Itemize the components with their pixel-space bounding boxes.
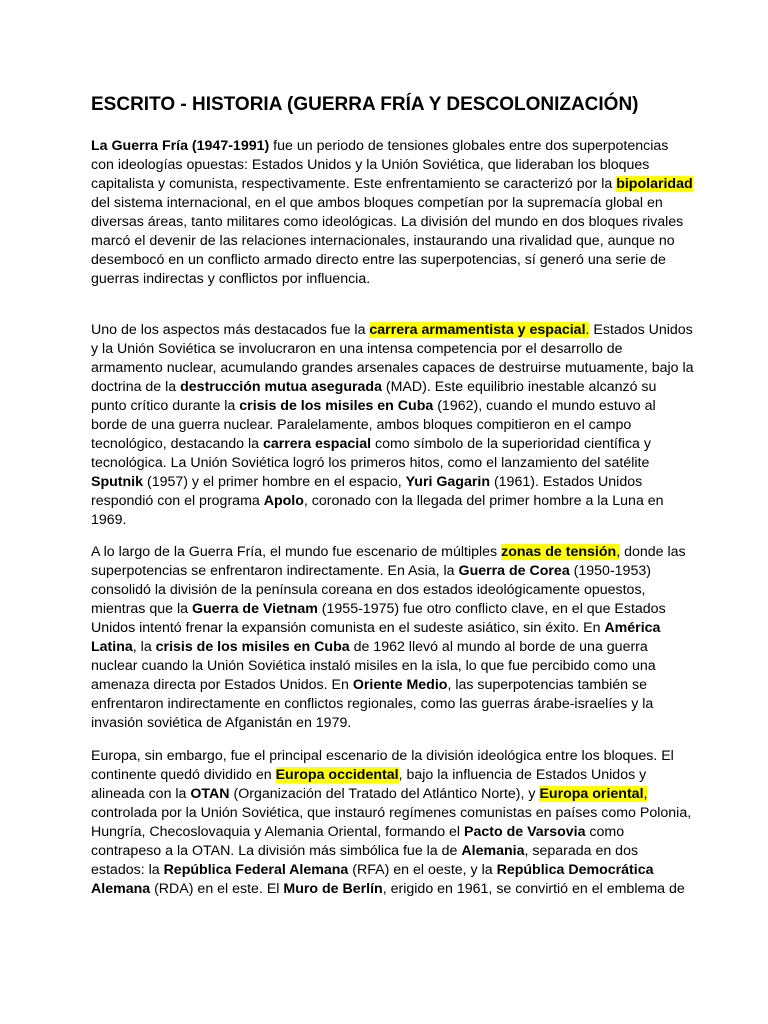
paragraph-carrera-armamentista — [91, 321, 694, 530]
bold-text: Guerra de Vietnam — [191, 601, 318, 617]
bold-text: Alemania — [461, 843, 525, 859]
bold-text: crisis de los misiles en Cuba — [155, 639, 350, 655]
paragraph-zonas-de-tension — [91, 543, 686, 733]
text-line — [91, 695, 679, 714]
bold-text: Muro de Berlín — [283, 881, 383, 897]
text-run: controlada por la Unión Soviética, que instauró regímenes comunistas en países como Polonia, — [91, 805, 692, 821]
text-line — [91, 359, 694, 378]
paragraph-guerra-fria-intro — [91, 137, 693, 289]
text-run: (1961). Estados Unidos — [490, 474, 643, 490]
bold-text: Latina — [91, 639, 133, 655]
bold-text: República Democrática — [496, 862, 654, 878]
text-run: (Organización del Tratado del Atlántico Norte), y — [229, 786, 540, 802]
text-run: continente quedó dividido en — [91, 767, 276, 783]
text-run: 1969. — [91, 512, 127, 528]
bold-text: crisis de los misiles en Cuba — [239, 398, 434, 414]
text-run: A lo largo de la Guerra Fría, el mundo fue escenario de múltiples — [91, 544, 502, 560]
text-line — [91, 823, 679, 842]
text-run: (1957) y el primer hombre en el espacio, — [143, 474, 406, 490]
document-title: ESCRITO - HISTORIA (GUERRA FRÍA Y DESCOLONIZACIÓN) — [91, 94, 639, 115]
text-run: de 1962 llevó al mundo al borde de una guerra — [349, 639, 648, 655]
text-line — [91, 175, 693, 194]
text-line — [91, 842, 679, 861]
text-run: , separada en dos — [524, 843, 639, 859]
text-line — [91, 600, 679, 619]
text-line — [91, 194, 679, 213]
bold-text: República Federal Alemana — [163, 862, 349, 878]
text-run: (RDA) en el este. El — [150, 881, 284, 897]
paragraph-division-europa — [91, 747, 692, 899]
text-line — [91, 251, 679, 270]
text-line — [91, 714, 679, 733]
text-run: enfrentaron indirectamente en conflictos regionales, como las guerras árabe-israelíes y la — [91, 696, 654, 712]
text-run: punto crítico durante la — [91, 398, 240, 414]
text-run: donde las — [620, 544, 686, 560]
text-run: mientras que la — [91, 601, 192, 617]
text-line — [91, 270, 679, 289]
text-line — [91, 581, 679, 600]
text-run: consolidó la división de la península coreana en dos estados ideológicamente opuestos, — [91, 582, 646, 598]
text-run: respondió con el programa — [91, 493, 264, 509]
text-run: , bajo la influencia de Estados Unidos y — [398, 767, 647, 783]
text-run: fue un periodo de tensiones globales entre dos superpotencias — [269, 138, 669, 154]
text-run: (1950-1953) — [569, 563, 651, 579]
text-line — [91, 638, 679, 657]
text-run: contrapeso a la OTAN. La división más simbólica fue la de — [91, 843, 462, 859]
bold-text: Sputnik — [91, 474, 144, 490]
text-run: borde de una guerra nuclear. Paralelamente, ambos bloques compitieron en el campo — [91, 417, 632, 433]
bold-text: OTAN — [190, 786, 230, 802]
text-run: (1955-1975) fue otro conflicto clave, en el que Estados — [317, 601, 666, 617]
text-run: , las superpotencias también se — [447, 677, 647, 693]
text-line — [91, 804, 692, 823]
bold-text: América — [604, 620, 661, 636]
text-run: armamento nuclear, acumulando grandes arsenales capaces de destruirse mutuamente, bajo la — [91, 360, 694, 376]
text-run: amenaza directa por Estados Unidos. En — [91, 677, 353, 693]
text-line — [91, 657, 679, 676]
highlighted-text: bipolaridad — [616, 176, 693, 192]
bold-text: La Guerra Fría (1947-1991) — [91, 138, 270, 154]
text-line — [91, 785, 679, 804]
text-run: Hungría, Checoslovaquia y Alemania Oriental, formando el — [91, 824, 465, 840]
text-run: superpotencias se enfrentaron indirectamente. En Asia, la — [91, 563, 459, 579]
bold-text: Yuri Gagarin — [405, 474, 490, 490]
text-line — [91, 473, 679, 492]
text-line — [91, 861, 679, 880]
text-run: marcó el devenir de las relaciones internacionales, instaurando una rivalidad que, aunque no — [91, 233, 675, 249]
text-run: estados: la — [91, 862, 164, 878]
bold-text: Oriente Medio — [352, 677, 448, 693]
text-line — [91, 454, 679, 473]
highlighted-text: . — [585, 322, 590, 338]
highlighted-text: , — [616, 544, 621, 560]
text-run: , la — [132, 639, 156, 655]
bold-text: destrucción mutua asegurada — [180, 379, 382, 395]
text-line — [91, 213, 684, 232]
text-line — [91, 232, 679, 251]
text-run: (RFA) en el oeste, y la — [348, 862, 497, 878]
text-line — [91, 676, 679, 695]
highlighted-text: zonas de tensión — [501, 544, 617, 560]
text-line — [91, 397, 679, 416]
text-run: nuclear cuando la Unión Soviética instaló misiles en la isla, lo que fue percibido como una — [91, 658, 656, 674]
text-run: tecnológico, destacando la — [91, 436, 263, 452]
text-run: diversas áreas, tanto militares como ideológicas. La división del mundo en dos bloques rivales — [91, 214, 684, 230]
bold-text: Guerra de Corea — [458, 563, 570, 579]
text-line — [91, 435, 679, 454]
text-run: capitalista y comunista, respectivamente. Este enfrentamiento se caracterizó por la — [91, 176, 617, 192]
text-run: doctrina de la — [91, 379, 181, 395]
text-run: alineada con la — [91, 786, 191, 802]
highlighted-text: , — [643, 786, 648, 802]
text-line — [91, 766, 679, 785]
text-run: desembocó en un conflicto armado directo entre las superpotencias, sí generó una serie de — [91, 252, 666, 268]
text-run: (MAD). Este equilibrio inestable alcanzó su — [381, 379, 657, 395]
text-run: , coronado con la llegada del primer hombre a la Luna en — [303, 493, 664, 509]
text-run: y la Unión Soviética se involucraron en una intensa competencia por el desarrollo de — [91, 341, 623, 357]
text-line — [91, 562, 679, 581]
text-run: tecnológica. La Unión Soviética logró los primeros hitos, como el lanzamiento del satélite — [91, 455, 650, 471]
text-line — [91, 321, 693, 340]
highlighted-text: Europa occidental — [275, 767, 399, 783]
text-run: Europa, sin embargo, fue el principal escenario de la división ideológica entre los bloques. El — [91, 748, 674, 764]
text-run: Unidos intentó frenar la expansión comunista en el sudeste asiático, sin éxito. En — [91, 620, 605, 636]
text-run: , erigido en 1961, se convirtió en el emblema de — [382, 881, 685, 897]
highlighted-text: Europa oriental — [539, 786, 644, 802]
text-line — [91, 619, 679, 638]
text-run: como símbolo de la superioridad científica y — [371, 436, 651, 452]
bold-text: Pacto de Varsovia — [464, 824, 586, 840]
text-run: Estados Unidos — [589, 322, 693, 338]
highlighted-text: carrera armamentista y espacial — [369, 322, 586, 338]
text-run: Uno de los aspectos más destacados fue la — [91, 322, 370, 338]
text-line — [91, 340, 679, 359]
text-line — [91, 747, 679, 766]
text-line — [91, 880, 685, 899]
text-run: invasión soviética de Afganistán en 1979. — [91, 715, 352, 731]
text-run: como — [585, 824, 625, 840]
text-line — [91, 378, 679, 397]
bold-text: Apolo — [263, 493, 304, 509]
text-line — [91, 511, 679, 530]
text-line — [91, 156, 679, 175]
text-line — [91, 416, 679, 435]
text-run: guerras indirectas y conflictos por influencia. — [91, 271, 371, 287]
text-line — [91, 543, 686, 562]
text-line — [91, 137, 679, 156]
text-run: del sistema internacional, en el que ambos bloques competían por la supremacía global en — [91, 195, 663, 211]
text-run: con ideologías opuestas: Estados Unidos y la Unión Soviética, que lideraban los bloques — [91, 157, 650, 173]
text-line — [91, 492, 679, 511]
text-run: (1962), cuando el mundo estuvo al — [433, 398, 656, 414]
bold-text: carrera espacial — [262, 436, 372, 452]
bold-text: Alemana — [91, 881, 151, 897]
